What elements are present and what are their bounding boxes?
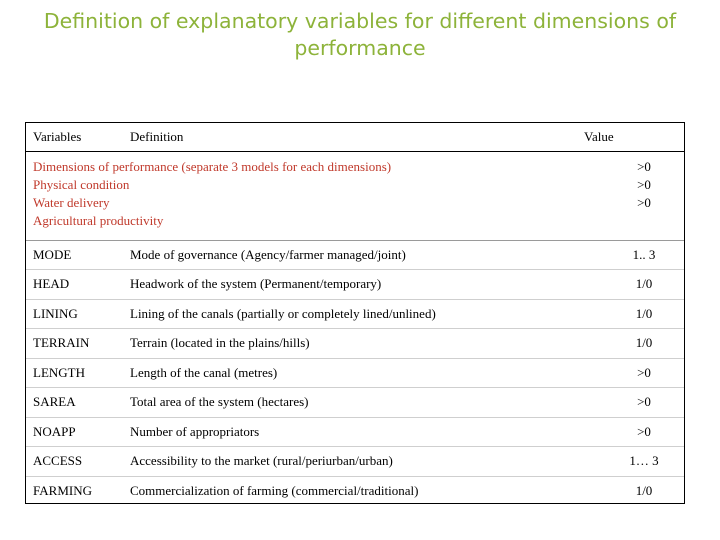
row-value: 1… 3 [629,453,659,468]
row-value: 1/0 [635,276,653,291]
table-row [26,476,684,506]
row-value: 1/0 [635,305,653,321]
row-variable: SAREA [33,394,76,409]
dimension-water-delivery: Water delivery [33,194,110,210]
table-header-row [26,123,684,151]
row-variable: HEAD [33,276,70,291]
row-definition: Accessibility to the market (rural/periurban/urban) [130,453,393,468]
row-definition: Terrain (located in the plains/hills) [130,335,310,350]
header-definition: Definition [130,123,584,151]
table-row [26,447,684,477]
table-row [26,358,684,388]
dimension-physical-condition: Physical condition [33,176,130,192]
header-variables: Variables [26,123,130,151]
dimension-value-2: >0 [637,176,651,192]
row-variable: ACCESS [33,453,83,468]
table-row [26,240,684,270]
row-variable: TERRAIN [33,335,90,350]
row-definition: Number of appropriators [130,423,260,439]
variables-table [25,122,685,504]
row-variable: LINING [33,305,78,321]
table-row [26,270,684,300]
dimensions-title: Dimensions of performance (separate 3 models for each dimensions) [33,158,392,174]
header-value: Value [584,123,684,151]
row-definition: Length of the canal (metres) [130,364,278,380]
row-value: >0 [637,364,651,380]
row-variable: LENGTH [33,364,85,380]
row-value: 1/0 [635,335,653,350]
variables-table-grid [26,123,684,506]
slide-title: Definition of explanatory variables for different dimensions of performance [43,9,677,60]
row-variable: FARMING [33,482,92,498]
dimension-value-3: >0 [637,194,651,210]
dimension-value-1: >0 [637,158,651,174]
dimensions-text [26,151,584,240]
row-definition: Total area of the system (hectares) [130,394,309,409]
row-definition: Mode of governance (Agency/farmer managed/joint) [130,246,406,262]
table-row [26,329,684,359]
row-value: >0 [637,394,651,409]
dimensions-row [26,151,684,240]
row-variable: NOAPP [33,423,76,439]
table-row [26,388,684,418]
table-row [26,417,684,447]
row-definition: Headwork of the system (Permanent/temporary) [130,276,382,291]
row-definition: Commercialization of farming (commercial/traditional) [130,482,419,498]
row-variable: MODE [33,246,72,262]
dimension-agricultural-productivity: Agricultural productivity [33,212,164,228]
row-definition: Lining of the canals (partially or completely lined/unlined) [130,305,436,321]
row-value: >0 [637,423,651,439]
row-value: 1.. 3 [632,246,656,262]
dimensions-values [584,151,684,240]
table-row [26,299,684,329]
row-value: 1/0 [635,482,653,498]
